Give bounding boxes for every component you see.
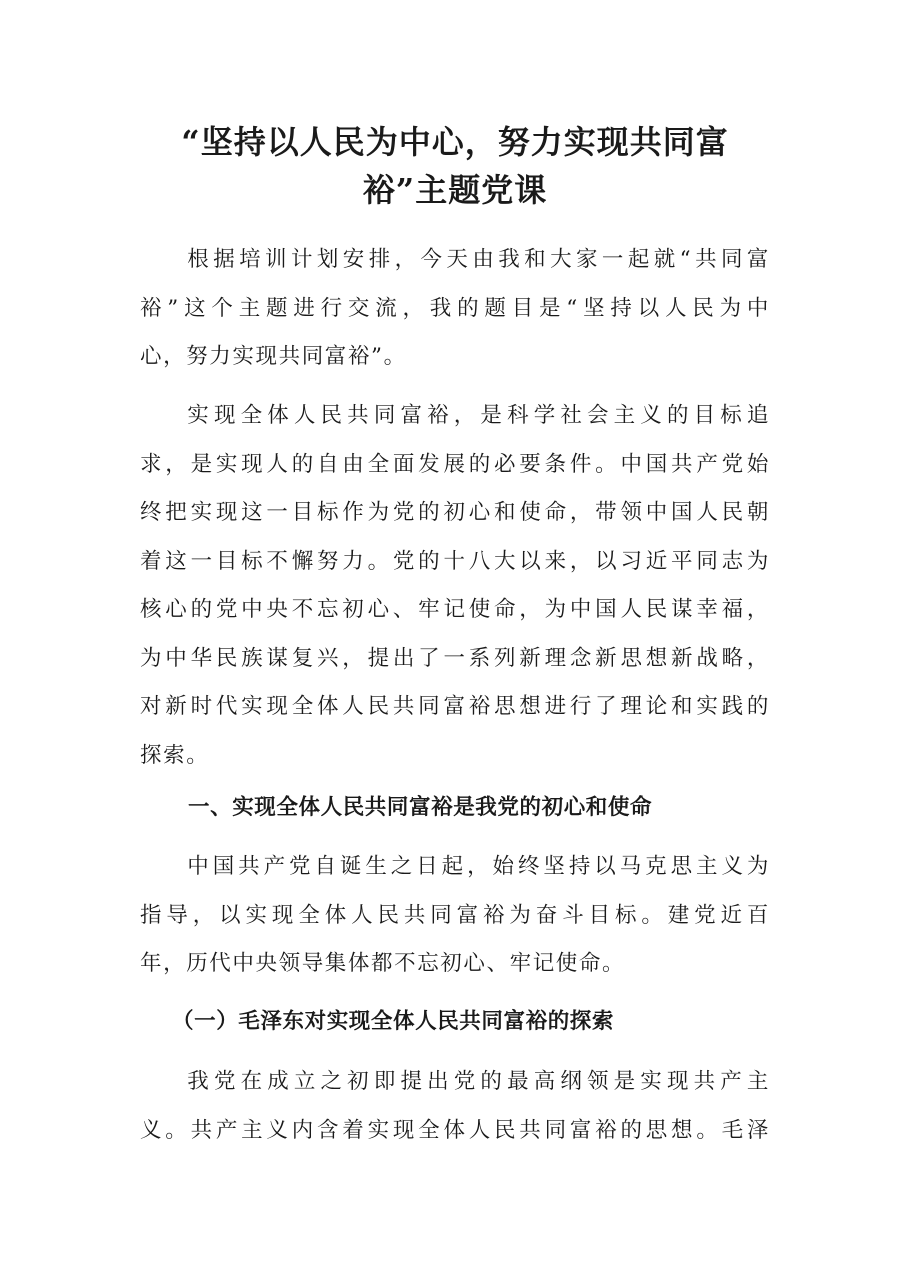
body-paragraph [140, 843, 770, 989]
body-paragraph [140, 392, 770, 780]
text-line: 义。共产主义内含着实现全体人民共同富裕的思想。毛泽 [140, 1117, 770, 1143]
text-line: 年，历代中央领导集体都不忘初心、牢记使命。 [140, 951, 626, 976]
text-line: 中国共产党自诞生之日起，始终坚持以马克思主义为 [187, 854, 770, 879]
text-line: 为中华民族谋复兴，提出了一系列新理念新思想新战略， [140, 645, 770, 671]
title-line: “坚持以人民为中心，努力实现共同富 [181, 123, 729, 161]
subsection-heading: （一）毛泽东对实现全体人民共同富裕的探索 [172, 1009, 615, 1034]
text-line: 着这一目标不懈努力。党的十八大以来，以习近平同志为 [140, 548, 770, 574]
intro-paragraph [140, 236, 770, 382]
text-line: 探索。 [140, 742, 210, 768]
text-line: 对新时代实现全体人民共同富裕思想进行了理论和实践的 [140, 694, 770, 719]
section-heading: 一、实现全体人民共同富裕是我党的初心和使命 [188, 795, 653, 820]
text-line: 终把实现这一目标作为党的初心和使命，带领中国人民朝 [140, 500, 770, 525]
body-paragraph [140, 1058, 770, 1155]
text-line: 根据培训计划安排，今天由我和大家一起就“共同富 [187, 247, 770, 272]
title-line: 裕”主题党课 [362, 171, 548, 209]
text-line: 我党在成立之初即提出党的最高纲领是实现共产主 [187, 1069, 770, 1094]
text-line: 指导，以实现全体人民共同富裕为奋斗目标。建党近百 [140, 902, 770, 928]
text-line: 求，是实现人的自由全面发展的必要条件。中国共产党始 [140, 451, 770, 477]
text-line: 心，努力实现共同富裕”。 [140, 344, 407, 369]
document-title [140, 118, 770, 214]
text-line: 实现全体人民共同富裕，是科学社会主义的目标追 [187, 403, 770, 428]
text-line: 裕”这个主题进行交流，我的题目是“坚持以人民为中 [140, 295, 770, 321]
text-line: 核心的党中央不忘初心、牢记使命，为中国人民谋幸福， [140, 597, 770, 622]
